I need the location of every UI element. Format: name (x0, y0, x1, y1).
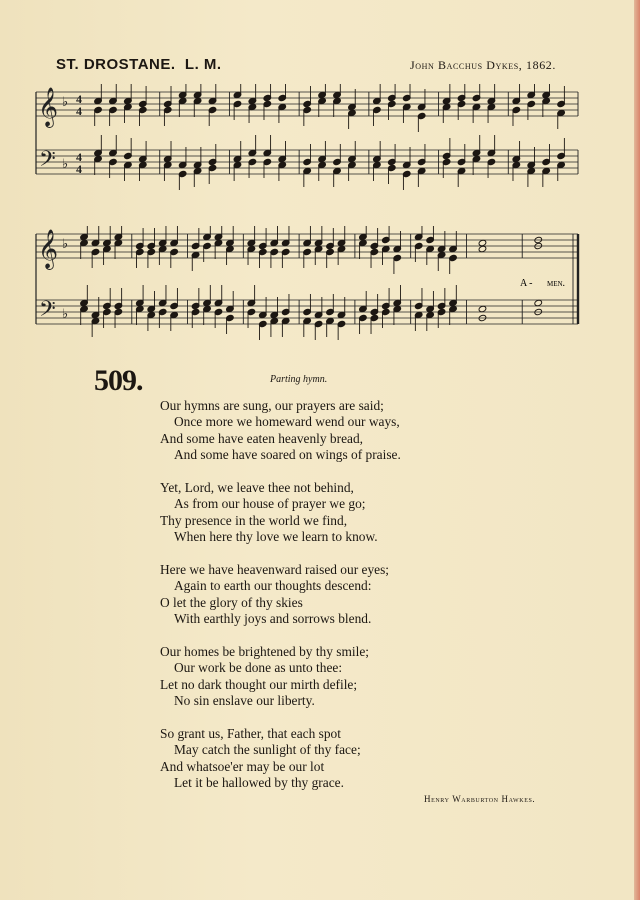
bass-clef: 𝄢 (39, 147, 56, 176)
stanza (160, 398, 580, 464)
music-system-1 (30, 84, 590, 194)
verse-line: Let no dark thought our mirth defile; (160, 676, 358, 692)
verse-line: Our hymns are sung, our prayers are said; (160, 398, 384, 413)
tune-header (56, 56, 556, 78)
verse-line: Again to earth our thoughts descend: (174, 578, 372, 594)
verse-line: With earthly joys and sorrows blend. (174, 611, 372, 627)
note-head (478, 239, 487, 246)
flat-sign: ♭ (62, 236, 69, 251)
hymn-number: 509. (94, 364, 143, 397)
verse-line: When here thy love we learn to know. (174, 529, 378, 545)
verse-line: O let the glory of thy skies (160, 594, 303, 610)
amen-syllable-a: A - (520, 278, 533, 289)
note-head (478, 245, 487, 252)
bass-clef: 𝄢 (39, 297, 56, 326)
verse-line: And some have eaten heavenly bread, (160, 430, 364, 446)
flat-sign: ♭ (62, 156, 69, 171)
hymn-title: Parting hymn. (270, 374, 328, 385)
time-signature: 4 (76, 104, 82, 118)
treble-clef: 𝄞 (38, 89, 59, 126)
time-signature: 4 (76, 162, 82, 176)
verse-line: As from our house of prayer we go; (174, 496, 366, 512)
verse-line: And whatsoe'er may be our lot (160, 758, 325, 774)
tune-name: ST. DROSTANE. (56, 56, 176, 73)
verse-line: Our homes be brightened by thy smile; (160, 644, 370, 660)
verse-line: So grant us, Father, that each spot (160, 726, 341, 742)
time-signature: 4 (76, 150, 82, 164)
hymn-verses (160, 398, 580, 808)
stanza (160, 480, 580, 546)
verse-line: Yet, Lord, we leave thee not behind, (160, 480, 354, 496)
amen-syllable-men: men. (547, 278, 566, 289)
music-system-2 (30, 226, 590, 346)
verse-line: Once more we homeward wend our ways, (174, 414, 400, 430)
verse-line: Let it be hallowed by thy grace. (174, 775, 344, 791)
verse-line: Thy presence in the world we find, (160, 512, 348, 528)
tune-meter: L. M. (184, 56, 222, 73)
treble-clef: 𝄞 (38, 231, 59, 268)
stanza (160, 562, 580, 628)
verse-line: Our work be done as unto thee: (174, 660, 343, 676)
hymn-author: Henry Warburton Hawkes. (424, 794, 536, 804)
flat-sign: ♭ (62, 94, 69, 109)
flat-sign: ♭ (62, 306, 69, 321)
note-head (534, 299, 543, 306)
tune-composer: John Bacchus Dykes, 1862. (409, 58, 556, 72)
verse-line: Here we have heavenward raised our eyes; (160, 562, 390, 578)
page-edge (634, 0, 640, 900)
tune-title (56, 56, 222, 73)
stanza (160, 644, 580, 710)
verse-line: No sin enslave our liberty. (174, 693, 315, 709)
time-signature: 4 (76, 92, 82, 106)
note-head (478, 305, 487, 312)
stanza (160, 726, 580, 792)
verse-line: May catch the sunlight of thy face; (174, 742, 361, 758)
verse-line: And some have soared on wings of praise. (174, 447, 401, 463)
